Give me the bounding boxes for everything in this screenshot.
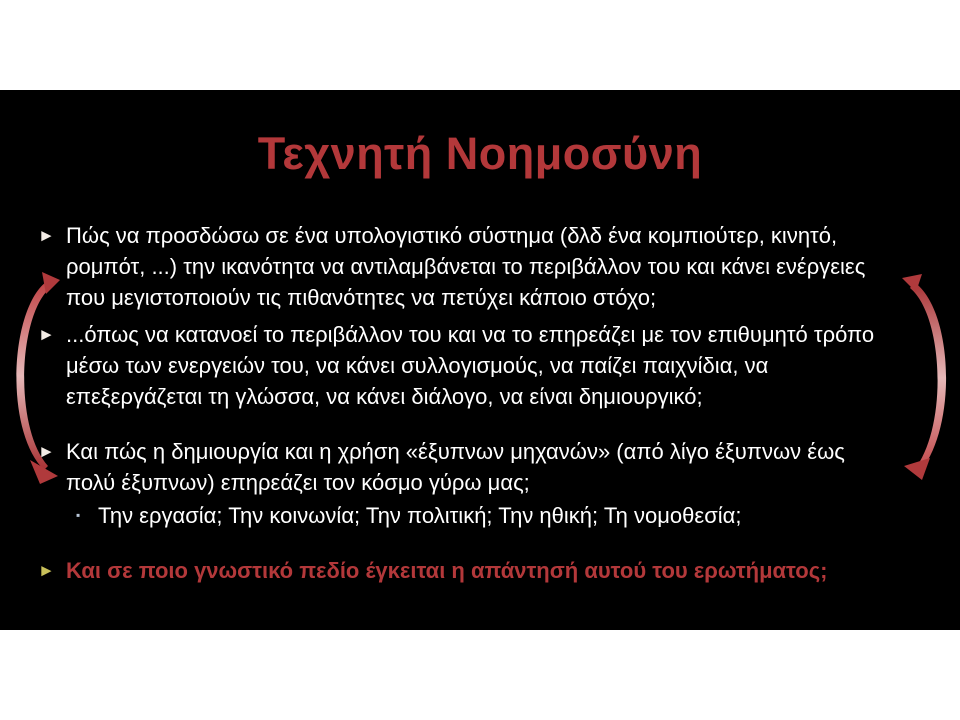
bullet-item bbox=[38, 220, 898, 313]
square-bullet-icon: ▪ bbox=[76, 508, 81, 522]
slide-title: Τεχνητή Νοημοσύνη bbox=[257, 128, 703, 179]
sub-bullet-text: Την εργασία; Την κοινωνία; Την πολιτική; Την ηθική; Τη νομοθεσία; bbox=[98, 503, 742, 528]
bullet-item bbox=[38, 319, 898, 412]
slide bbox=[0, 90, 960, 630]
emphasized-bullet-item bbox=[38, 555, 898, 586]
triangle-bullet-icon: ► bbox=[38, 325, 55, 344]
bullet-text: Πώς να προσδώσω σε ένα υπολογιστικό σύστημα (δλδ ένα κομπιούτερ, κινητό, ρομπότ, ...) την ικανότητα να αντιλαμβάνεται το περιβάλλον του και κάνει ενέργειες που μεγιστοποιούν τις πιθανότητες να πετύχει κάποιο στόχο; bbox=[66, 223, 866, 310]
bullet-text: Και πώς η δημιουργία και η χρήση «έξυπνων μηχανών» (από λίγο έξυπνων έως πολύ έξυπνων) επηρεάζει τον κόσμο γύρω μας; bbox=[66, 439, 845, 495]
bullet-item bbox=[38, 436, 898, 498]
bullet-list bbox=[38, 220, 898, 586]
triangle-bullet-icon: ► bbox=[38, 561, 55, 580]
triangle-bullet-icon: ► bbox=[38, 442, 55, 461]
curved-arrow-right-icon bbox=[900, 270, 960, 490]
emphasized-bullet-text: Και σε ποιο γνωστικό πεδίο έγκειται η απάντησή αυτού του ερωτήματος; bbox=[66, 558, 828, 583]
triangle-bullet-icon: ► bbox=[38, 226, 55, 245]
sub-bullet-item bbox=[38, 500, 898, 531]
bullet-text: ...όπως να κατανοεί το περιβάλλον του και να το επηρεάζει με τον επιθυμητό τρόπο μέσω των ενεργειών του, να κάνει συλλογισμούς, να παίζει παιχνίδια, να επεξεργάζεται τη γλώσσα, να κάνει διάλογο, να είναι δημιουργικό; bbox=[66, 322, 875, 409]
